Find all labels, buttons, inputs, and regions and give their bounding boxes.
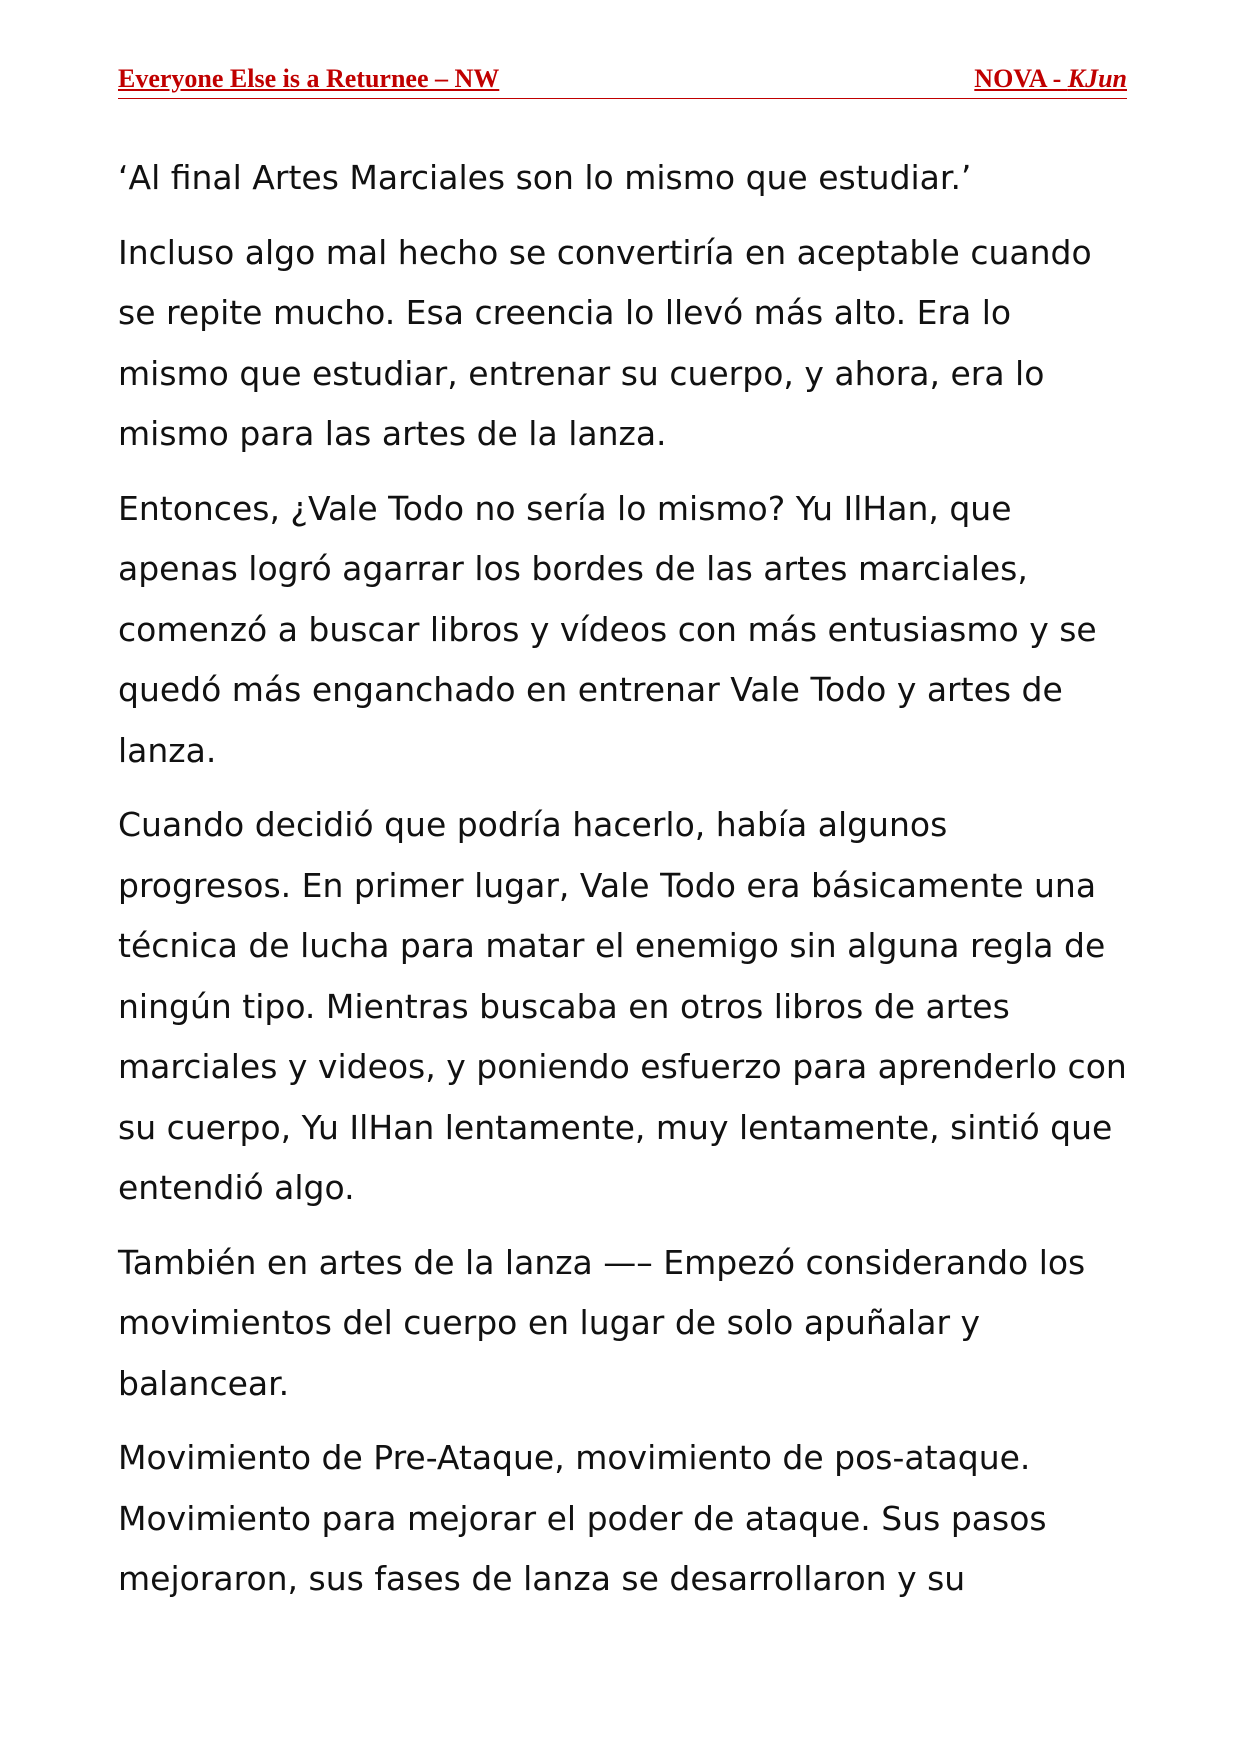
header-title: Everyone Else is a Returnee – NW <box>118 64 500 93</box>
paragraph: Cuando decidió que podría hacerlo, había algunos progresos. En primer lugar, Vale Todo era básicamente una técnica de lucha para matar el enemigo sin alguna regla de ningún tipo. Mientras buscaba en otros libros de artes marciales y videos, y poniendo esfuerzo para aprenderlo con su cuerpo, Yu IlHan lentamente, muy lentamente, sintió que entendió algo. <box>118 805 1127 1207</box>
header-group: NOVA - <box>974 64 1068 93</box>
paragraph: ‘Al final Artes Marciales son lo mismo que estudiar.’ <box>118 158 972 197</box>
header-author: KJun <box>1067 64 1127 93</box>
paragraph: Movimiento de Pre-Ataque, movimiento de pos-ataque. Movimiento para mejorar el poder de ataque. Sus pasos mejoraron, sus fases de lanza se desarrollaron y su <box>118 1438 1047 1598</box>
paragraph: Incluso algo mal hecho se convertiría en aceptable cuando se repite mucho. Esa creencia lo llevó más alto. Era lo mismo que estudiar, entrenar su cuerpo, y ahora, era lo mismo para las artes de la lanza. <box>118 232 1092 453</box>
page-header <box>118 62 1127 99</box>
paragraph: Entonces, ¿Vale Todo no sería lo mismo? Yu IlHan, que apenas logró agarrar los bordes de las artes marciales, comenzó a buscar libros y vídeos con más entusiasmo y se quedó más enganchado en entrenar Vale Todo y artes de lanza. <box>118 488 1097 770</box>
body-text <box>118 148 1128 1624</box>
paragraph: También en artes de la lanza —– Empezó considerando los movimientos del cuerpo en lugar de solo apuñalar y balancear. <box>118 1242 1086 1403</box>
header-credits <box>974 64 1127 94</box>
